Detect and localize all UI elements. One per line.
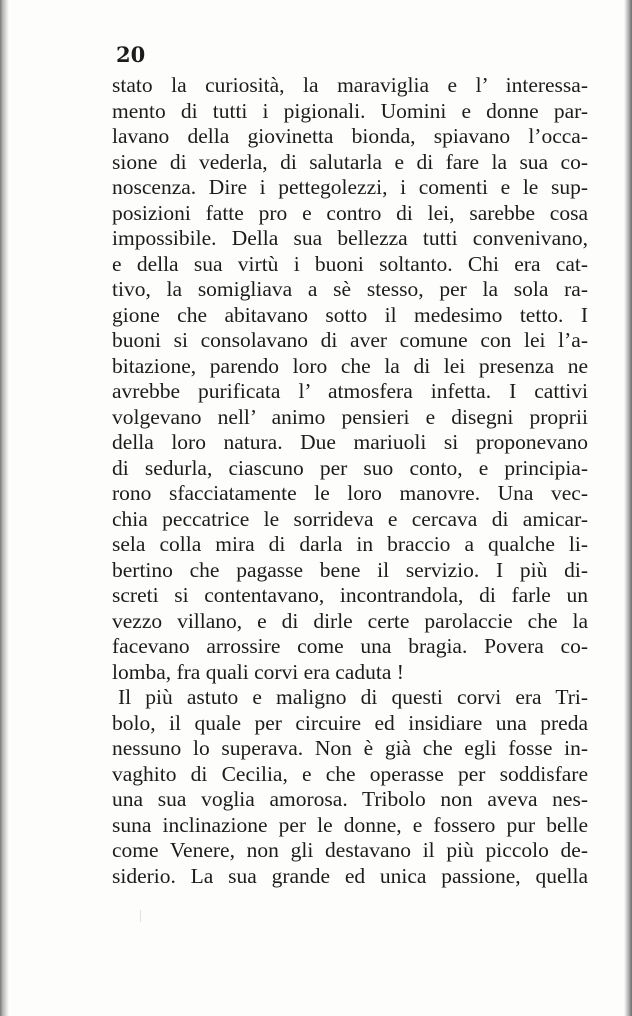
paragraph-start-line: Il più astuto e maligno di questi corvi era Tri- bbox=[118, 685, 588, 709]
text-line: siderio. La sua grande ed unica passione, quella bbox=[112, 863, 588, 888]
text-line: bertino che pagasse bene il servizio. I più di- bbox=[112, 557, 588, 582]
text-line: noscenza. Dire i pettegolezzi, i comenti e le sup- bbox=[112, 175, 588, 199]
text-line: lavano della giovinetta bionda, spiavano l’occa- bbox=[112, 124, 588, 148]
text-line: della loro natura. Due mariuoli si proponevano bbox=[112, 430, 588, 454]
text-line: posizioni fatte pro e contro di lei, sarebbe cosa bbox=[112, 200, 588, 225]
text-line: nessuno lo superava. Non è già che egli fosse in- bbox=[112, 736, 588, 760]
text-line: screti si contentavano, incontrandola, di farle un bbox=[112, 583, 588, 607]
text-line: rono sfacciatamente le loro manovre. Una vec- bbox=[112, 481, 588, 505]
text-line: volgevano nell’ animo pensieri e disegni proprii bbox=[112, 404, 588, 429]
text-line: e della sua virtù i buoni soltanto. Chi era cat- bbox=[112, 251, 588, 276]
text-line: chia peccatrice le sorrideva e cercava di amicar- bbox=[112, 506, 588, 531]
page-binding-edge-left bbox=[0, 0, 9, 1016]
text-line: suna inclinazione per le donne, e fossero pur belle bbox=[112, 812, 588, 837]
page-binding-edge-right bbox=[624, 0, 632, 1016]
text-line: vezzo villano, e di dirle certe parolaccie che la bbox=[112, 608, 588, 633]
text-line: come Venere, non gli destavano il più piccolo de- bbox=[112, 838, 588, 862]
body-text bbox=[112, 73, 588, 889]
text-line: sione di vederla, di salutarla e di fare la sua co- bbox=[112, 149, 588, 174]
text-line: buoni si consolavano di aver comune con lei l’a- bbox=[112, 328, 588, 352]
text-line: una sua voglia amorosa. Tribolo non aveva nes- bbox=[112, 787, 588, 811]
text-line: gione che abitavano sotto il medesimo tetto. I bbox=[112, 302, 588, 327]
text-line: bolo, il quale per circuire ed insidiare una preda bbox=[112, 710, 588, 735]
text-line: facevano arrossire come una bragia. Povera co- bbox=[112, 634, 588, 658]
text-line: mento di tutti i pigionali. Uomini e donne par- bbox=[112, 98, 588, 123]
text-line: tivo, la somigliava a sè stesso, per la sola ra- bbox=[112, 277, 588, 301]
text-line: bitazione, parendo loro che la di lei presenza ne bbox=[112, 353, 588, 378]
paper-mark bbox=[140, 910, 145, 922]
text-line: vaghito di Cecilia, e che operasse per soddisfare bbox=[112, 761, 588, 786]
text-line: impossibile. Della sua bellezza tutti convenivano, bbox=[112, 226, 588, 250]
paragraph-end-line: lomba, fra quali corvi era caduta ! bbox=[112, 659, 404, 684]
page-number: 20 bbox=[116, 42, 146, 67]
text-line: di sedurla, ciascuno per suo conto, e principia- bbox=[112, 455, 588, 480]
text-line: stato la curiosità, la maraviglia e l’ interessa- bbox=[112, 73, 588, 97]
text-line: sela colla mira di darla in braccio a qualche li- bbox=[112, 532, 588, 556]
text-line: avrebbe purificata l’ atmosfera infetta. I cattivi bbox=[112, 379, 588, 403]
